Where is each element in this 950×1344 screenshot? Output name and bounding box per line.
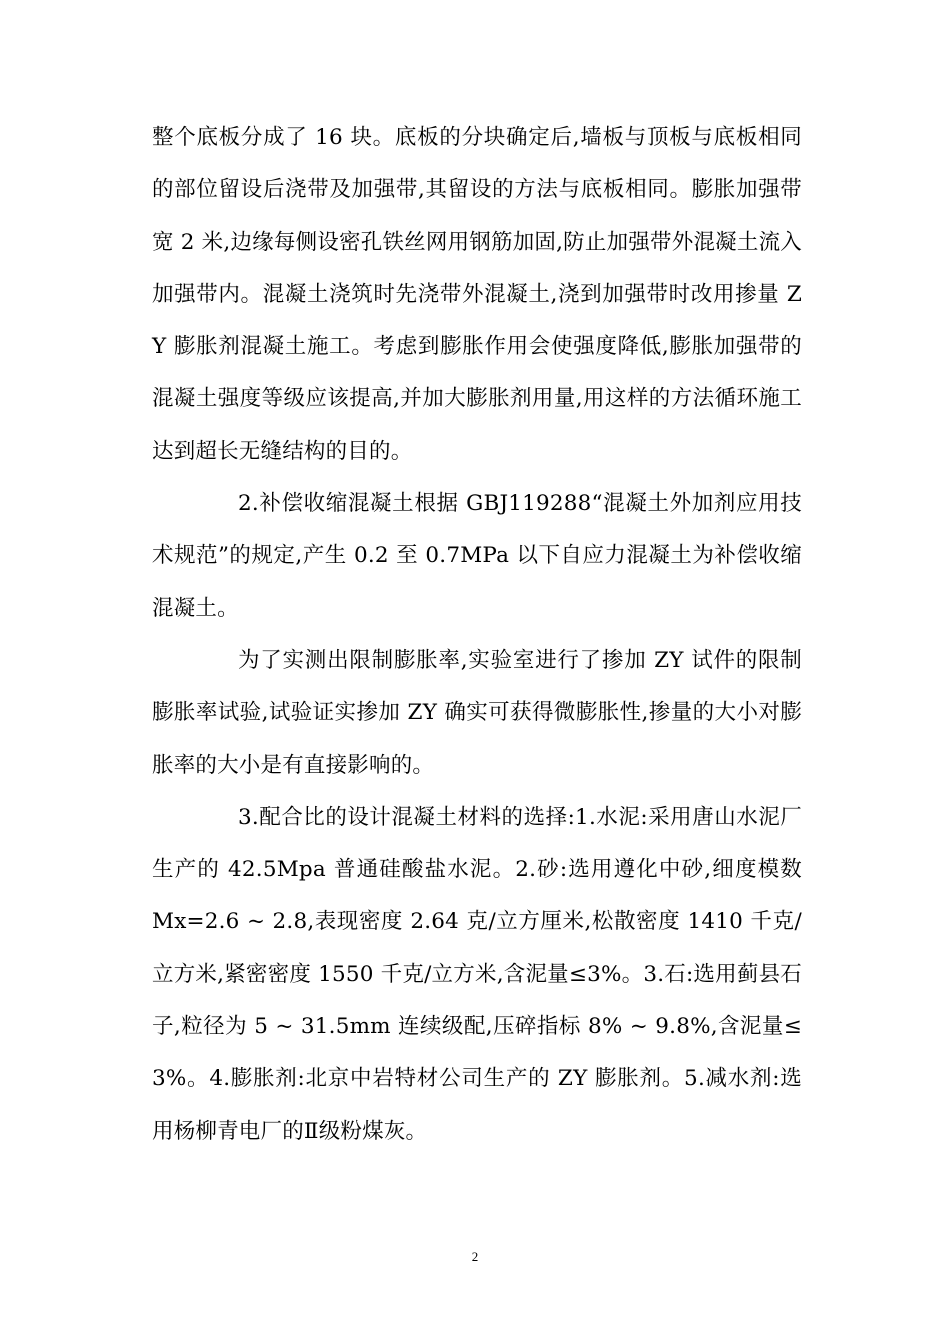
paragraph-compensating-concrete: 2.补偿收缩混凝土根据 GBJ119288“混凝土外加剂应用技术规范”的规定,产生 0.2 至 0.7MPa 以下自应力混凝土为补偿收缩混凝土。 [152,491,802,621]
page-number: 2 [471,1249,479,1264]
paragraph-mix-design: 3.配合比的设计混凝土材料的选择:1.水泥:采用唐山水泥厂生产的 42.5Mpa 普通硅酸盐水泥。2.砂:选用遵化中砂,细度模数 Mx=2.6 ~ 2.8,表现密度 2.64 克/立方厘米,松散密度 1410 千克/立方米,紧密密度 1550 千克/立方米,含泥量≤3%。3.石:选用蓟县石子,粒径为 5 ~ 31.5mm 连续级配,压碎指标 8% ~ 9.8%,含泥量≤3%。4.膨胀剂:北京中岩特材公司生产的 ZY 膨胀剂。5.减水剂:选用杨柳青电厂的Ⅱ级粉煤灰。 [152,804,802,1144]
page-body [152,112,802,1158]
paragraph-construction-method: 整个底板分成了 16 块。底板的分块确定后,墙板与顶板与底板相同的部位留设后浇带及加强带,其留设的方法与底板相同。膨胀加强带宽 2 米,边缘每侧设密孔铁丝网用钢筋加固,防止加强带外混凝土流入加强带内。混凝土浇筑时先浇带外混凝土,浇到加强带时改用掺量 ZY 膨胀剂混凝土施工。考虑到膨胀作用会使强度降低,膨胀加强带的混凝土强度等级应该提高,并加大膨胀剂用量,用这样的方法循环施工达到超长无缝结构的目的。 [152,125,802,464]
paragraph-expansion-test: 为了实测出限制膨胀率,实验室进行了掺加 ZY 试件的限制膨胀率试验,试验证实掺加 ZY 确实可获得微膨胀性,掺量的大小对膨胀率的大小是有直接影响的。 [152,647,802,778]
